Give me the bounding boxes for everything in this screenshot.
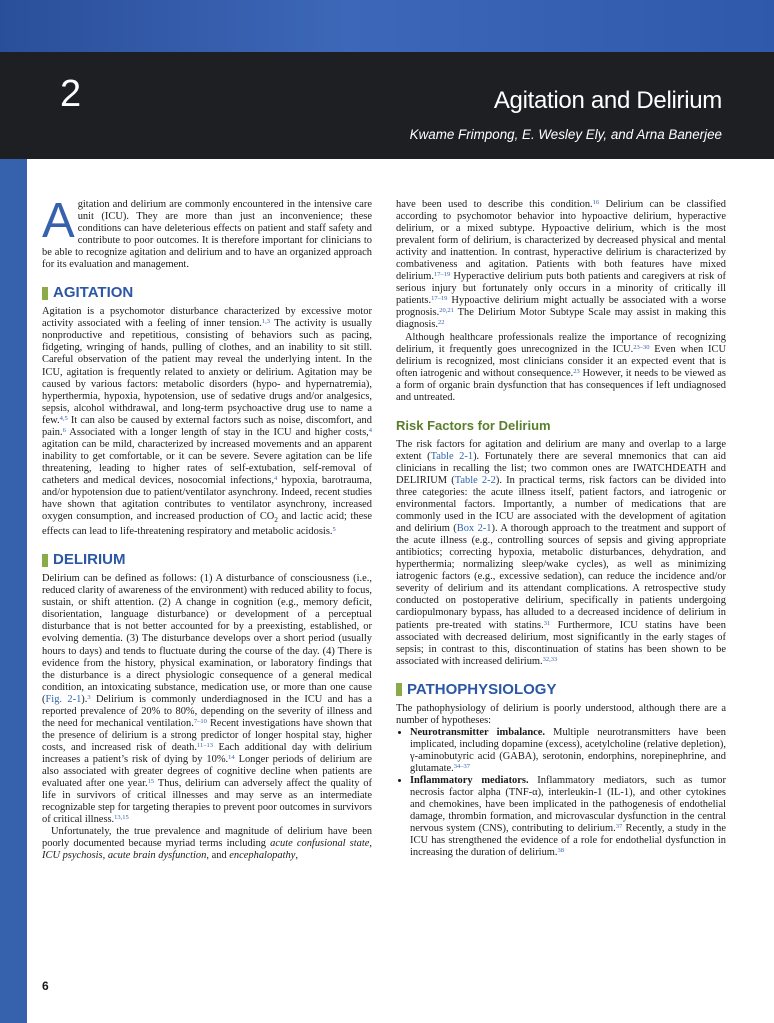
list-item: • Neurotransmitter imbalance. Multiple neurotransmitters have been implicated, including dopamine (excess), acetylcholine (relative depletion), γ-aminobutyric acid (GABA), serotonin, endorphins, norepinephrine, and glutamate.$^{34-37}$: [410, 727, 726, 775]
intro-paragraph: Agitation and delirium are commonly encountered in the intensive care unit (ICU). They are more than just an inconvenience; these conditions can have deleterious effects on patient and staff safety and contribute to poor outcomes. It is therefore important for clinicians to be able to recognize agitation and delirium and to have an organized approach for its evaluation and management.: [42, 194, 372, 271]
citation: 1,3: [261, 318, 271, 326]
section-heading-agitation: AGITATION: [42, 284, 372, 302]
heading-marker: [42, 287, 48, 300]
chapter-number: 2: [60, 73, 82, 115]
citation: 4: [368, 426, 372, 434]
page-number: 6: [42, 979, 49, 993]
drop-cap: A: [42, 194, 75, 248]
risk-factors-paragraph: The risk factors for agitation and delirium are many and overlap to a large extent (Table 2-1). Fortunately there are several mnemonics that can aid clinicians in recalling the list; two common ones are IWATCHDEATH and DELIRIUM (Table 2-2). In practical terms, risk factors can be divided into three categories: the acute illness itself, patient factors, and iatrogenic or environmental factors. Importantly, a number of medications that are commonly used in the ICU are associated with the development of agitation and delirium (Box 2-1). A thorough approach to the treatment and support of the acute illness (e.g., controlling sources of sepsis and giving appropriate antibiotics; correcting hypoxia, metabolic disturbances, dehydration, and hyperthermia; normalizing sleep/wake cycles), as well as minimizing iatrogenic factors (e.g., excessive sedation), can reduce the incidence and/or severity of delirium and its attendant complications. A retrospective study conducted on postoperative delirium, specifically in patients undergoing cardiopulmonary bypass, has alluded to a decreased incidence of delirium in patients pre-treated with statins.$^{31}$ Furthermore, ICU statins have been associated with decreased delirium, most significantly in the early stages of sepsis; in contrast to this, discontinuation of statins has been shown to be associated with increased delirium.$^{32,33}$: [396, 438, 727, 667]
left-column: [42, 194, 373, 862]
chapter-title: Agitation and Delirium: [493, 87, 722, 114]
table-link[interactable]: Table 2-2: [454, 474, 496, 486]
citation: 4,5: [59, 414, 68, 422]
heading-marker: [42, 554, 48, 567]
pathophysiology-intro: The pathophysiology of delirium is poorly understood, although there are a number of hypotheses:: [396, 702, 726, 726]
subsection-heading-risk-factors: Risk Factors for Delirium: [396, 417, 551, 433]
hypotheses-list: [396, 727, 726, 860]
citation: 6: [62, 426, 66, 434]
delirium-paragraph: Delirium can be defined as follows: (1) A disturbance of consciousness (i.e., reduced clarity of awareness of the environment) with reduced ability to focus, sustain, or shift attention. (2) A change in cognition (e.g., memory deficit, disorientation, language disturbance) or development of a perceptual disturbance that is not better accounted for by a preexisting, established, or evolving dementia. (3) The disturbance develops over a short period (usually hours to days) and tends to fluctuate during the course of the day. (4) There is evidence from the history, physical examination, or laboratory findings that the disturbance is a direct physiologic consequence of a general medical condition, an intoxicating substance, medication use, or more than one cause (Fig. 2-1).$^3$ Delirium is commonly underdiagnosed in the ICU and has a reported prevalence of 20% to 80%, depending on the severity of illness and the need for mechanical ventilation.$^{7-10}$ Recent investigations have shown that the presence of delirium is a strong predictor of longer hospital stay, higher costs, and increased risk of death.$^{11-13}$ Each additional day with delirium increases a patient’s risk of dying by 10%.$^{14}$ Longer periods of delirium are also associated with greater degrees of cognitive decline when patients are evaluated after one year.$^{15}$ Thus, delirium can adversely affect the quality of life in survivors of critical illnesses and may serve as an intermediate recognizable step for targeting therapies to prevent poor outcomes in survivors of critical illness.$^{13,15}$: [42, 573, 372, 826]
box-link[interactable]: Box 2-1: [456, 523, 492, 535]
right-column: [396, 199, 726, 859]
heading-marker: [396, 683, 402, 696]
figure-link[interactable]: Fig. 2-1: [45, 693, 82, 705]
section-heading-delirium: DELIRIUM: [42, 551, 372, 569]
section-heading-pathophysiology: PATHOPHYSIOLOGY: [396, 681, 726, 699]
citation: 4: [273, 474, 278, 482]
agitation-paragraph: Agitation is a psychomotor disturbance characterized by excessive motor activity associated with a feeling of inner tension.$^{1,3}$ The activity is usually nonproductive and repetitious, consisting of behaviors such as pacing, fidgeting, wringing of hands, pulling of clothes, and an inability to sit still. Careful observation of the patient may reveal the underlying intent. In the ICU, agitation is frequently related to anxiety or delirium. Agitation may be caused by various factors: metabolic disorders (hypo- and hypernatremia), hyperthermia, hypoxia, hypotension, use of sedative drugs and/or analgesics, sepsis, alcohol withdrawal, and long-term psychoactive drug use to name a few.$^{4,5}$ It can also be caused by external factors such as noise, discomfort, and pain.$^6$ Associated with a longer length of stay in the ICU and higher costs,$^4$ agitation can be mild, characterized by increased movements and an apparent inability to get comfortable, or it can be severe. Severe agitation can be life threatening, leading to higher rates of self-extubation, self-removal of catheters and medical devices, nosocomial infections,$^4$ hypoxia, barotrauma, and/or hypotension due to patient/ventilator asynchrony. Indeed, recent studies have shown that agitation contributes to ventilator asynchrony, increased oxygen consumption, and increased production of $CO_2$ and lactic acid; these effects can lead to life-threatening respiratory and metabolic acidosis.$^5$: [42, 306, 373, 538]
delirium-paragraph-4: Although healthcare professionals realize the importance of recognizing delirium, it frequently goes unrecognized in the ICU.$^{23-30}$ Even when ICU delirium is recognized, most clinicians consider it an expected event that is often iatrogenic and without consequence.$^{23}$ However, it needs to be viewed as a form of organic brain dysfunction that has consequences if left undiagnosed and untreated.: [396, 331, 726, 403]
delirium-paragraph-2: Unfortunately, the true prevalence and magnitude of delirium have been poorly documented because myriad terms including acute confusional state, ICU psychosis, acute brain dysfunction, and encephalopathy,: [42, 826, 372, 862]
chapter-authors: Kwame Frimpong, E. Wesley Ely, and Arna Banerjee: [409, 127, 722, 142]
table-link[interactable]: Table 2-1: [430, 450, 474, 462]
delirium-paragraph-3: have been used to describe this condition.$^{16}$ Delirium can be classified according to psychomotor behavior into hypoactive delirium, hyperactive delirium, or a mixed subtype. Hypoactive delirium, which is the most prevalent form of delirium, is characterized by decreased physical and mental activity and inattention. In contrast, hyperactive delirium is characterized by combativeness and agitation. Patients with both features have mixed delirium.$^{17-19}$ Hyperactive delirium puts both patients and caregivers at risk of serious injury but fortunately only occurs in a minority of critically ill patients.$^{17-19}$ Hypoactive delirium might actually be associated with a worse prognosis.$^{20,21}$ The Delirium Motor Subtype Scale may assist in making this diagnosis.$^{22}$: [396, 199, 726, 331]
list-item: • Inflammatory mediators. Inflammatory mediators, such as tumor necrosis factor alpha (TNF-α), interleukin-1 (IL-1), and other cytokines and chemokines, have been implicated in the pathogenesis of endothelial damage, thrombin formation, and microvascular dysfunction in the central nervous system (CNS), contributing to delirium.$^{37}$ Recently, a study in the ICU has strengthened the evidence of a role for endothelial dysfunction in increasing the duration of delirium.$^{38}$: [410, 775, 726, 859]
left-margin-band: [0, 159, 27, 1023]
header-banner-band: [0, 0, 774, 52]
citation: 5: [332, 526, 336, 534]
